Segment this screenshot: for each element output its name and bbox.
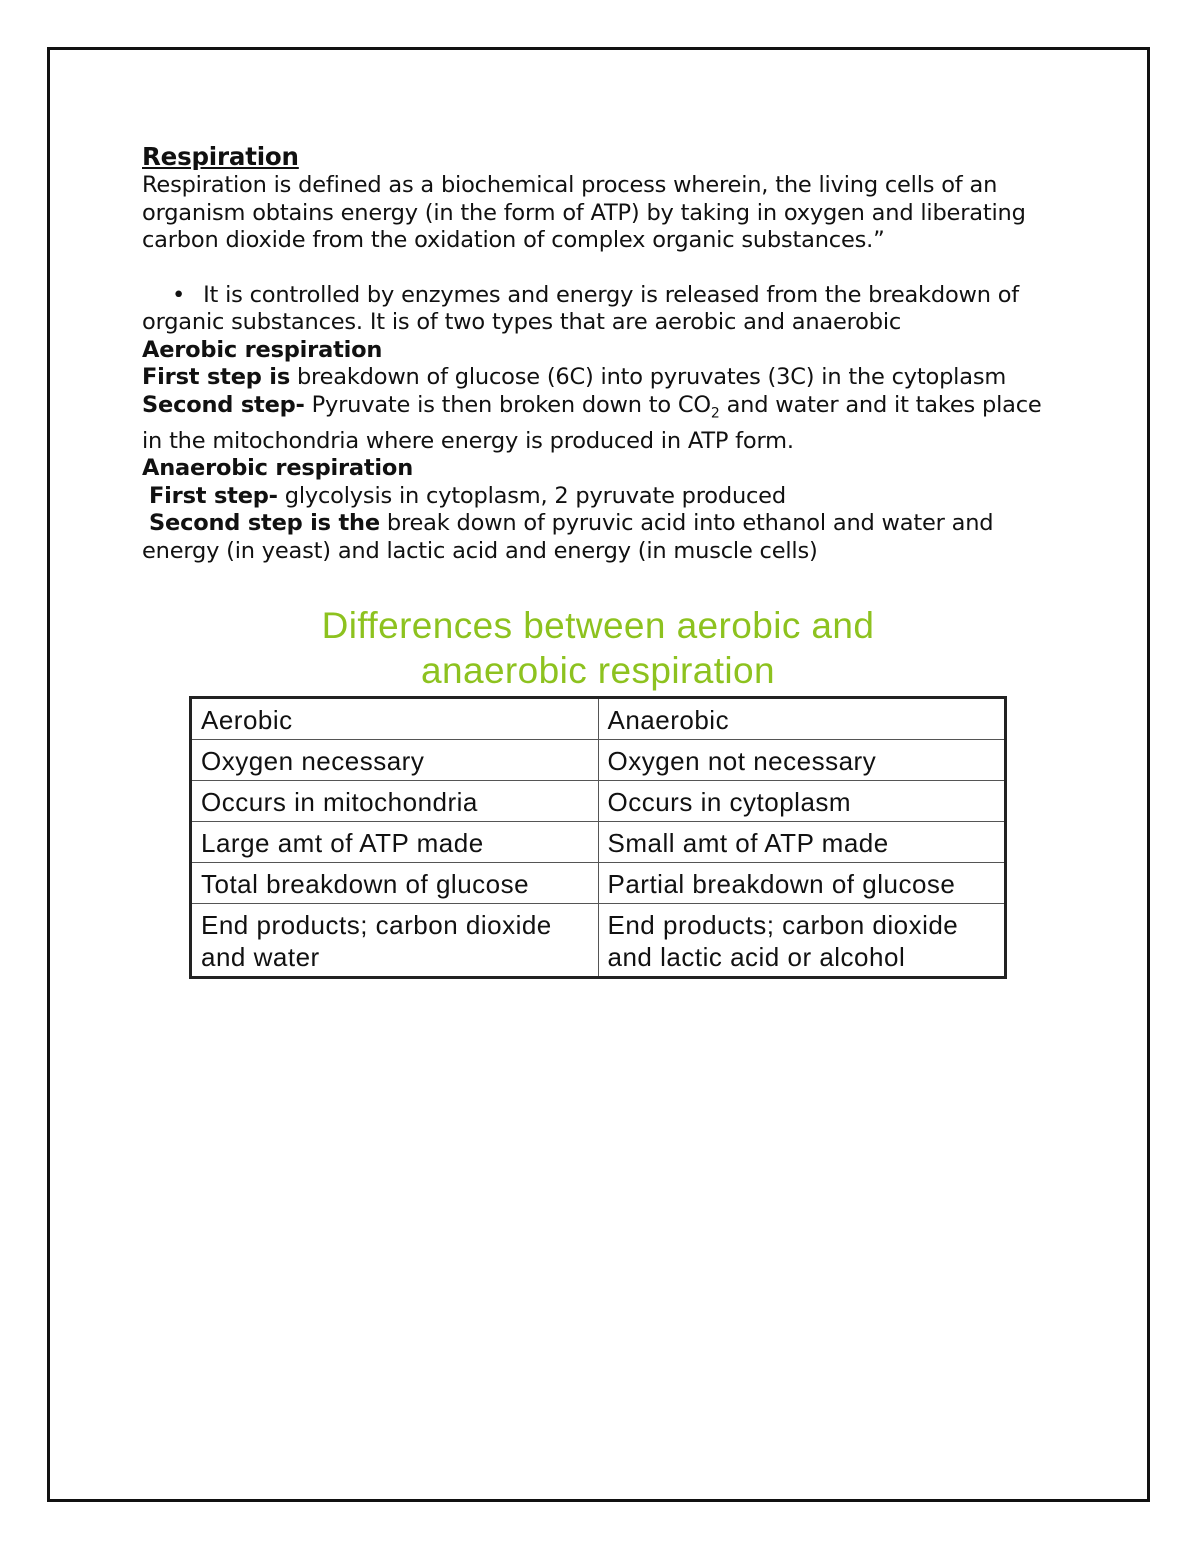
anaerobic-step1-text: glycolysis in cytoplasm, 2 pyruvate produced	[277, 482, 786, 509]
bullet-symbol: •	[172, 281, 186, 308]
table-cell: Oxygen necessary	[191, 740, 599, 781]
anaerobic-step2-label: Second step is the	[149, 510, 380, 536]
table-cell: Oxygen not necessary	[598, 740, 1006, 781]
comparison-table	[189, 696, 1007, 979]
aerobic-step1	[142, 364, 1062, 392]
bullet-paragraph	[142, 282, 1062, 337]
table-row	[191, 698, 1006, 740]
anaerobic-step1-label: First step-	[149, 482, 278, 509]
table-title	[190, 603, 1006, 693]
table-cell: Occurs in mitochondria	[191, 781, 599, 822]
document-body	[142, 142, 1062, 565]
table-row	[191, 863, 1006, 904]
document-heading: Respiration	[142, 142, 299, 171]
definition-paragraph	[142, 172, 1062, 255]
aerobic-step2-subscript: 2	[710, 405, 720, 421]
definition-text: Respiration is defined as a biochemical process wherein, the living cells of an organism obtains energy (in the form of ATP) by taking in oxygen and liberating carbon dioxide from the oxidation of complex organic substances.”	[142, 172, 1026, 253]
table-row	[191, 822, 1006, 863]
table-cell: End products; carbon dioxide and water	[191, 904, 599, 978]
aerobic-step1-label: First step is	[142, 364, 291, 390]
paragraph-gap	[142, 255, 1062, 282]
anaerobic-step1	[142, 483, 1062, 511]
table-cell: End products; carbon dioxide and lactic acid or alcohol	[598, 904, 1006, 978]
table-title-line1: Differences between aerobic and	[321, 605, 875, 646]
bullet-text: It is controlled by enzymes and energy is released from the breakdown of organic substances. It is of two types that are aerobic and anaerobic	[142, 281, 1020, 335]
anaerobic-step2	[142, 510, 1062, 565]
aerobic-step2-label: Second step-	[142, 391, 305, 418]
anaerobic-step2-text: break down of pyruvic acid into ethanol and water and energy (in yeast) and lactic acid and energy (in muscle cells)	[142, 510, 994, 564]
table-cell: Partial breakdown of glucose	[598, 863, 1006, 904]
table-cell: Total breakdown of glucose	[191, 863, 599, 904]
table-cell: Occurs in cytoplasm	[598, 781, 1006, 822]
anaerobic-heading: Anaerobic respiration	[142, 455, 414, 481]
table-cell: Large amt of ATP made	[191, 822, 599, 863]
aerobic-step2-text-end: and water and it takes place in the mitochondria where energy is produced in ATP form.	[142, 391, 1042, 454]
table-cell: Aerobic	[191, 698, 599, 740]
aerobic-heading: Aerobic respiration	[142, 336, 383, 363]
aerobic-step1-text: breakdown of glucose (6C) into pyruvates (3C) in the cytoplasm	[290, 364, 1007, 390]
aerobic-step2-text: Pyruvate is then broken down to CO	[304, 391, 711, 418]
table-row	[191, 781, 1006, 822]
aerobic-step2	[142, 392, 1062, 456]
table-title-line2: anaerobic respiration	[421, 650, 775, 691]
table-row	[191, 904, 1006, 978]
table-cell: Small amt of ATP made	[598, 822, 1006, 863]
table-cell: Anaerobic	[598, 698, 1006, 740]
table-row	[191, 740, 1006, 781]
